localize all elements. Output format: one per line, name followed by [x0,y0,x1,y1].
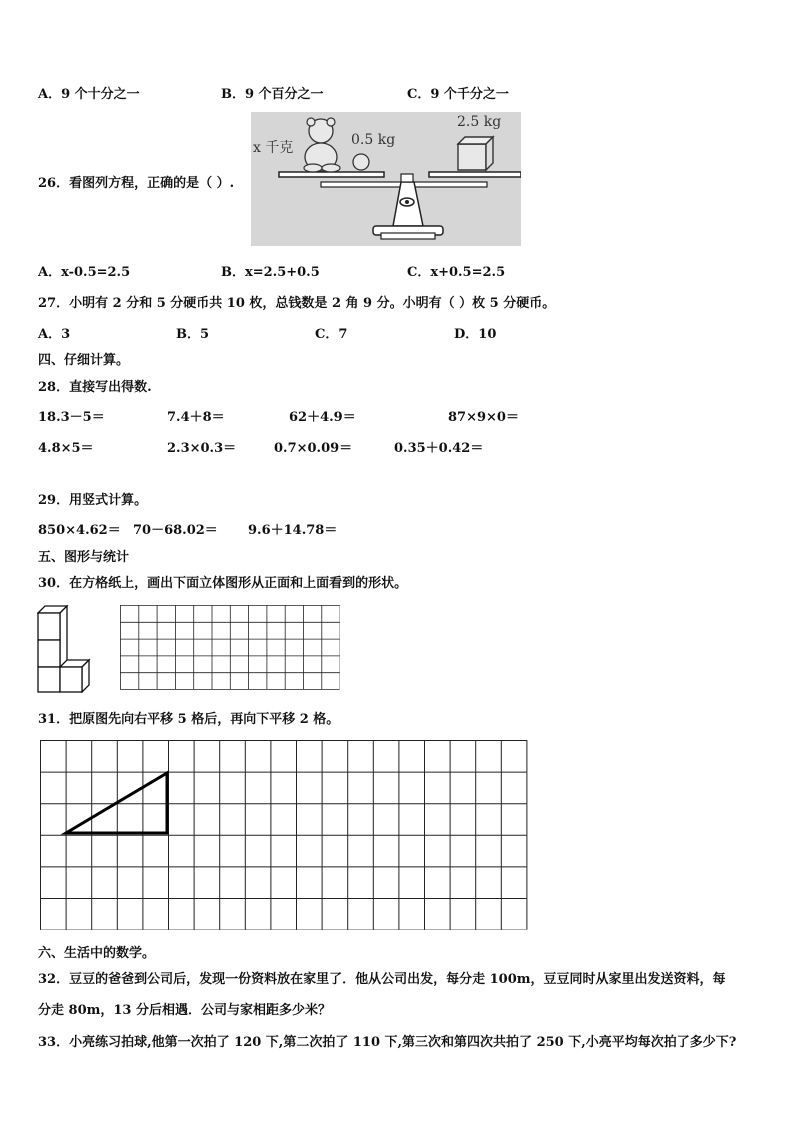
q26-option-b: B．x=2.5+0.5 [221,265,320,280]
q31-stem: 31．把原图先向右平移 5 格后，再向下平移 2 格。 [38,712,340,727]
q28-item: 2.3×0.3＝ [167,441,237,456]
label-2-5-kg: 2.5 kg [457,114,502,130]
q30-stem: 30．在方格纸上，画出下面立体图形从正面和上面看到的形状。 [38,576,408,591]
q28-item: 7.4＋8＝ [167,410,225,425]
section-5-heading: 五、图形与统计 [38,550,130,565]
q29-item: 850×4.62＝ [38,523,121,538]
q25-option-b: B．9 个百分之一 [221,87,324,102]
q29-item: 9.6＋14.78＝ [248,523,338,538]
label-x-kg: x 千克 [253,140,294,156]
balance-scale-image [251,112,521,246]
q28-stem: 28．直接写出得数. [38,380,152,395]
q29-stem: 29．用竖式计算。 [38,493,148,508]
label-0-5-kg: 0.5 kg [351,132,396,148]
q26-option-a: A．x-0.5=2.5 [38,265,131,280]
q30-grid-paper[interactable] [120,605,340,690]
q28-item: 0.7×0.09＝ [274,441,353,456]
q27-option-c: C．7 [315,327,348,342]
q32-line1: 32．豆豆的爸爸到公司后，发现一份资料放在家里了．他从公司出发，每分走 100m，豆豆同时从家里出发送资料，每 [38,972,726,987]
q28-item: 18.3－5＝ [38,410,105,425]
q27-stem: 27．小明有 2 分和 5 分硬币共 10 枚，总钱数是 2 角 9 分。小明有（ ）枚 5 分硬币。 [38,296,556,311]
q25-option-a: A．9 个十分之一 [38,87,140,102]
q32-line2: 分走 80m，13 分后相遇．公司与家相距多少米？ [38,1003,331,1018]
q26-option-c: C．x+0.5=2.5 [407,265,506,280]
original-triangle [66,773,167,833]
q26-stem: 26．看图列方程，正确的是（ ）. [38,176,235,191]
q27-option-b: B．5 [176,327,210,342]
q28-item: 87×9×0＝ [448,410,519,425]
q27-option-d: D．10 [454,327,497,342]
q28-item: 0.35＋0.42＝ [394,441,484,456]
q25-option-c: C．9 个千分之一 [407,87,509,102]
q33-stem: 33．小亮练习拍球,他第一次拍了 120 下,第二次拍了 110 下,第三次和第四次共拍了 250 下,小亮平均每次拍了多少下? [38,1035,737,1050]
section-6-heading: 六、生活中的数学。 [38,946,156,961]
q28-item: 4.8×5＝ [38,441,94,456]
cube-stack-figure [37,605,93,693]
q29-item: 70－68.02＝ [133,523,218,538]
q27-option-a: A．3 [38,327,71,342]
q31-grid-paper[interactable] [40,740,528,930]
q28-item: 62＋4.9＝ [289,410,356,425]
section-4-heading: 四、仔细计算。 [38,353,130,368]
